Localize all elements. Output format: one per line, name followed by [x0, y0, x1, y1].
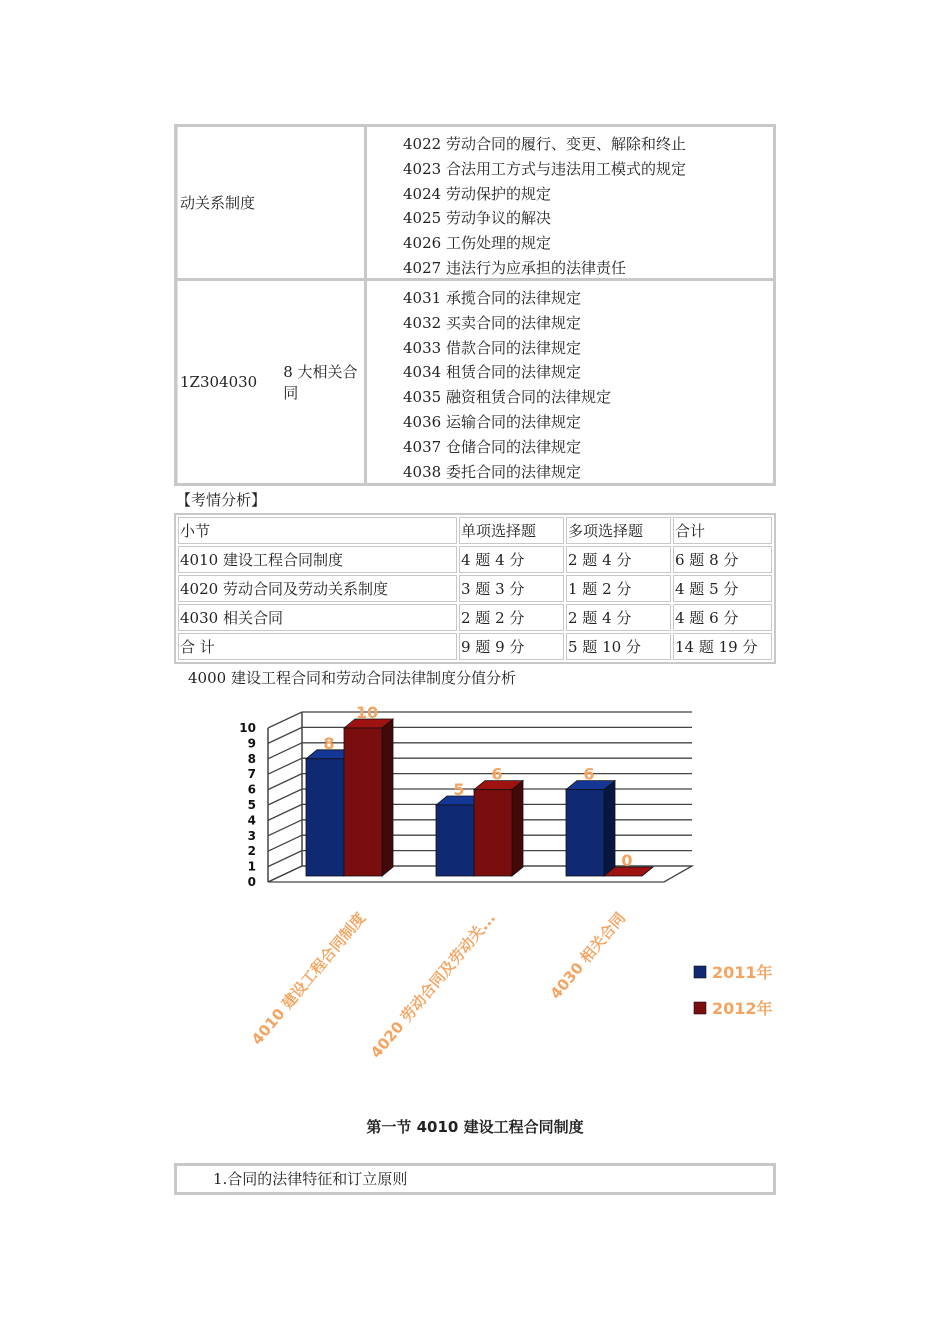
y-tick-label: 1: [247, 859, 256, 874]
y-tick-label: 3: [247, 828, 256, 843]
gridline-depth: [268, 789, 302, 805]
outline-left-title: 动关系制度: [180, 194, 256, 212]
legend-label: 2011年: [712, 963, 773, 982]
table-cell: 合 计: [178, 633, 457, 660]
outline-item: 4033 借款合同的法律规定: [403, 338, 581, 357]
data-label: 10: [355, 703, 379, 722]
y-tick-label: 7: [247, 767, 256, 782]
table-cell: 4 题 6 分: [673, 604, 772, 631]
outline-item: 4032 买卖合同的法律规定: [403, 313, 581, 332]
table-cell: 3 题 3 分: [459, 575, 564, 602]
table-header-row: [178, 517, 772, 544]
outline-row-contracts: [177, 278, 773, 483]
data-label: 8: [323, 733, 335, 753]
y-tick-label: 6: [247, 782, 256, 797]
legend-swatch: [694, 966, 706, 978]
outline-item: 4031 承揽合同的法律规定: [403, 289, 581, 307]
y-tick-label: 0: [247, 875, 256, 889]
table-cell: 2 题 4 分: [566, 604, 671, 631]
table-header: 小节: [178, 517, 457, 544]
outline-left-title: 8 大相关合同: [283, 363, 358, 402]
bar: [566, 790, 604, 876]
legend-swatch: [694, 1002, 706, 1014]
outline-item: 4038 委托合同的法律规定: [403, 462, 581, 481]
outline-item: 4023 合法用工方式与违法用工模式的规定: [403, 159, 686, 178]
outline-left-code: 1Z304030: [180, 373, 258, 391]
x-category-label: 4020 劳动合同及劳动关...: [366, 909, 500, 1062]
data-label: 6: [583, 764, 595, 784]
table-cell: 4 题 4 分: [459, 546, 564, 573]
outline-item: 4035 融资租赁合同的法律规定: [403, 388, 611, 407]
table-header: 单项选择题: [459, 517, 564, 544]
gridline-depth: [268, 743, 302, 759]
outline-left-cell: [177, 127, 367, 278]
bar: [306, 759, 344, 876]
table-cell: 4030 相关合同: [178, 604, 457, 631]
content-item: 1.合同的法律特征和订立原则: [213, 1170, 408, 1188]
table-cell: 4020 劳动合同及劳动关系制度: [178, 575, 457, 602]
table-header: 多项选择题: [566, 517, 671, 544]
y-tick-label: 5: [247, 798, 256, 812]
table-row: [178, 575, 772, 602]
analysis-label: 【考情分析】: [176, 491, 267, 509]
table-row: [178, 633, 772, 660]
outline-item: 4022 劳动合同的履行、变更、解除和终止: [403, 135, 686, 153]
table-cell: 4 题 5 分: [673, 575, 772, 602]
gridline-depth: [268, 820, 302, 836]
table-row: [178, 546, 772, 573]
y-tick-label: 9: [247, 736, 256, 751]
x-category-label: 4030 相关合同: [546, 909, 630, 1003]
table-cell: 2 题 4 分: [566, 546, 671, 573]
outline-row-labor: [177, 127, 773, 278]
legend-label: 2012年: [712, 999, 773, 1018]
outline-table: [174, 124, 776, 486]
outline-item: 4036 运输合同的法律规定: [403, 412, 581, 431]
bar: [344, 728, 382, 876]
outline-item: 4034 租赁合同的法律规定: [403, 363, 581, 382]
x-category-label: 4010 建设工程合同制度: [247, 909, 370, 1049]
section-title: 第一节 4010 建设工程合同制度: [366, 1118, 584, 1136]
table-header: 合计: [673, 517, 772, 544]
outline-item: 4037 仓储合同的法律规定: [403, 437, 581, 456]
score-table: [174, 513, 776, 664]
gridline-depth: [268, 851, 302, 867]
table-cell: 14 题 19 分: [673, 633, 772, 660]
bar: [436, 805, 474, 876]
gridline-depth: [268, 758, 302, 774]
bar-side: [604, 781, 615, 876]
gridline-depth: [268, 804, 302, 820]
outline-item: 4025 劳动争议的解决: [403, 209, 551, 228]
gridline-depth: [268, 774, 302, 790]
y-tick-label: 4: [247, 813, 256, 828]
table-cell: 1 题 2 分: [566, 575, 671, 602]
bar: [474, 790, 512, 876]
table-row: [178, 604, 772, 631]
gridline-depth: [268, 835, 302, 851]
outline-item-list: [367, 127, 773, 278]
table-cell: 4010 建设工程合同制度: [178, 546, 457, 573]
outline-item-list: [367, 281, 773, 483]
data-label: 0: [621, 851, 633, 870]
table-cell: 6 题 8 分: [673, 546, 772, 573]
outline-item: 4026 工伤处理的规定: [403, 234, 551, 253]
y-tick-label: 10: [239, 721, 256, 735]
score-bar-chart: [180, 690, 790, 1080]
gridline-depth: [268, 727, 302, 743]
data-label: 6: [491, 764, 503, 784]
outline-item: 4024 劳动保护的规定: [403, 184, 551, 203]
chart-caption: 4000 建设工程合同和劳动合同法律制度分值分析: [188, 669, 516, 687]
outline-item: 4027 违法行为应承担的法律责任: [403, 258, 626, 277]
outline-left-cell: [177, 281, 367, 483]
y-tick-label: 8: [247, 751, 256, 766]
data-label: 5: [453, 780, 465, 799]
content-box: [174, 1163, 776, 1195]
bar-side: [512, 781, 523, 876]
table-cell: 5 题 10 分: [566, 633, 671, 660]
y-tick-label: 2: [247, 844, 256, 859]
bar-side: [382, 719, 393, 876]
table-cell: 9 题 9 分: [459, 633, 564, 660]
table-cell: 2 题 2 分: [459, 604, 564, 631]
gridline-depth: [268, 712, 302, 728]
